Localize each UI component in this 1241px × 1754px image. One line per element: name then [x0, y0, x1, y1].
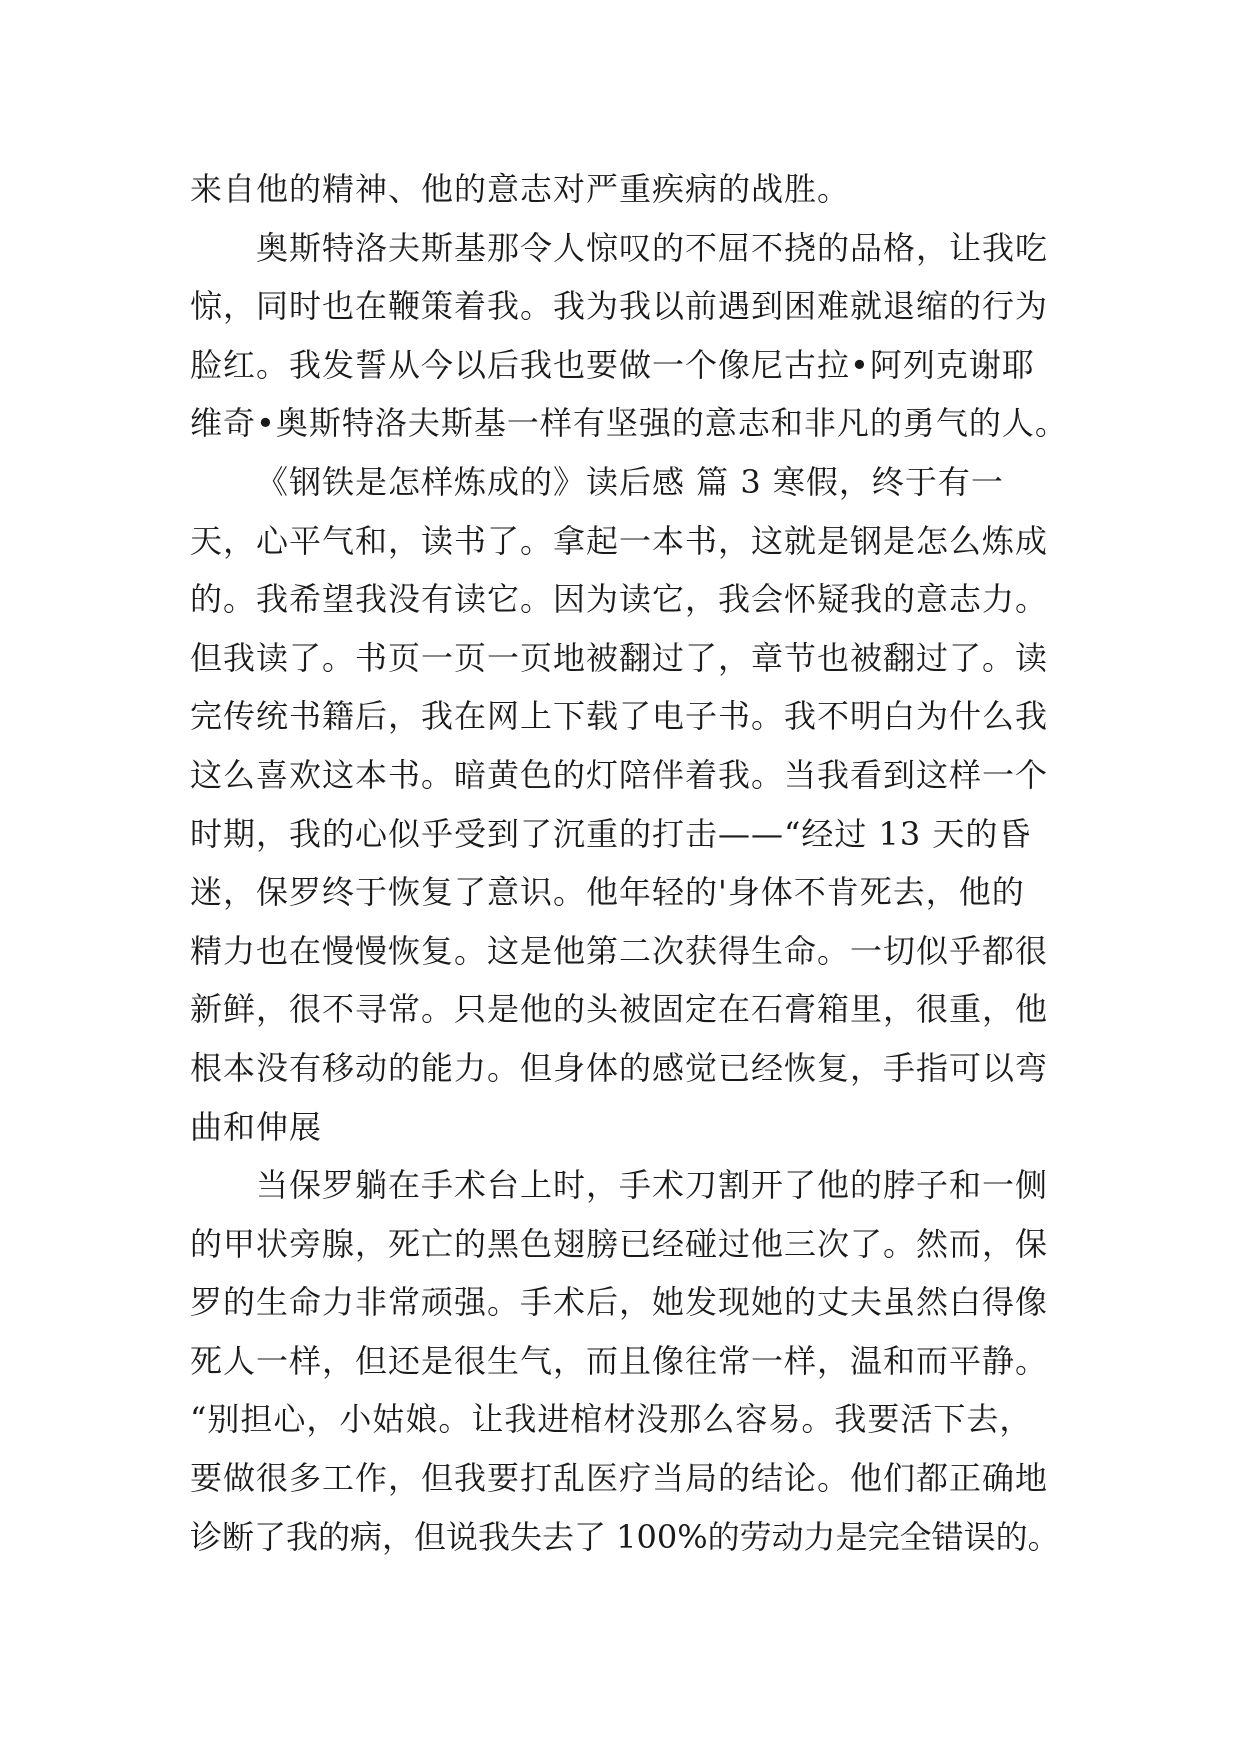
text-line: 时期，我的心似乎受到了沉重的打击——“经过 13 天的昏 — [190, 814, 1032, 853]
text-line: 惊，同时也在鞭策着我。我为我以前遇到困难就退缩的行为 — [190, 287, 1049, 326]
text-line: 《钢铁是怎样炼成的》读后感 篇 3 寒假，终于有一 — [256, 462, 1004, 501]
text-line: 维奇•奥斯特洛夫斯基一样有坚强的意志和非凡的勇气的人。 — [190, 404, 1068, 443]
text-line: 脸红。我发誓从今以后我也要做一个像尼古拉•阿列克谢耶 — [190, 345, 1035, 384]
text-line: 奥斯特洛夫斯基那令人惊叹的不屈不挠的品格，让我吃 — [256, 228, 1049, 267]
text-line: 新鲜，很不寻常。只是他的头被固定在石膏箱里，很重，他 — [190, 990, 1049, 1029]
text-line: 的。我希望我没有读它。因为读它，我会怀疑我的意志力。 — [190, 580, 1049, 619]
text-line: 来自他的精神、他的意志对严重疾病的战胜。 — [190, 170, 851, 208]
text-line: “别担心，小姑娘。让我进棺材没那么容易。我要活下去， — [190, 1400, 1033, 1439]
text-line: 精力也在慢慢恢复。这是他第二次获得生命。一切似乎都很 — [190, 931, 1049, 970]
text-line: 要做很多工作，但我要打乱医疗当局的结论。他们都正确地 — [190, 1459, 1049, 1498]
text-line: 完传统书籍后，我在网上下载了电子书。我不明白为什么我 — [190, 697, 1049, 736]
document-body — [190, 160, 1070, 1566]
text-line: 天，心平气和，读书了。拿起一本书，这就是钢是怎么炼成 — [190, 521, 1049, 560]
text-line: 根本没有移动的能力。但身体的感觉已经恢复，手指可以弯 — [190, 1048, 1049, 1087]
text-line: 诊断了我的病，但说我失去了 100%的劳动力是完全错误的。 — [190, 1517, 1060, 1556]
text-line: 的甲状旁腺，死亡的黑色翅膀已经碰过他三次了。然而，保 — [190, 1224, 1049, 1263]
text-line: 曲和伸展 — [190, 1107, 323, 1146]
text-line: 罗的生命力非常顽强。手术后，她发现她的丈夫虽然白得像 — [190, 1283, 1049, 1322]
text-line: 这么喜欢这本书。暗黄色的灯陪伴着我。当我看到这样一个 — [190, 755, 1049, 794]
text-line: 迷，保罗终于恢复了意识。他年轻的'身体不肯死去，他的 — [190, 873, 1025, 912]
text-line: 当保罗躺在手术台上时，手术刀割开了他的脖子和一侧 — [256, 1166, 1049, 1205]
text-line: 但我读了。书页一页一页地被翻过了，章节也被翻过了。读 — [190, 638, 1049, 677]
text-line: 死人一样，但还是很生气，而且像往常一样，温和而平静。 — [190, 1341, 1049, 1380]
